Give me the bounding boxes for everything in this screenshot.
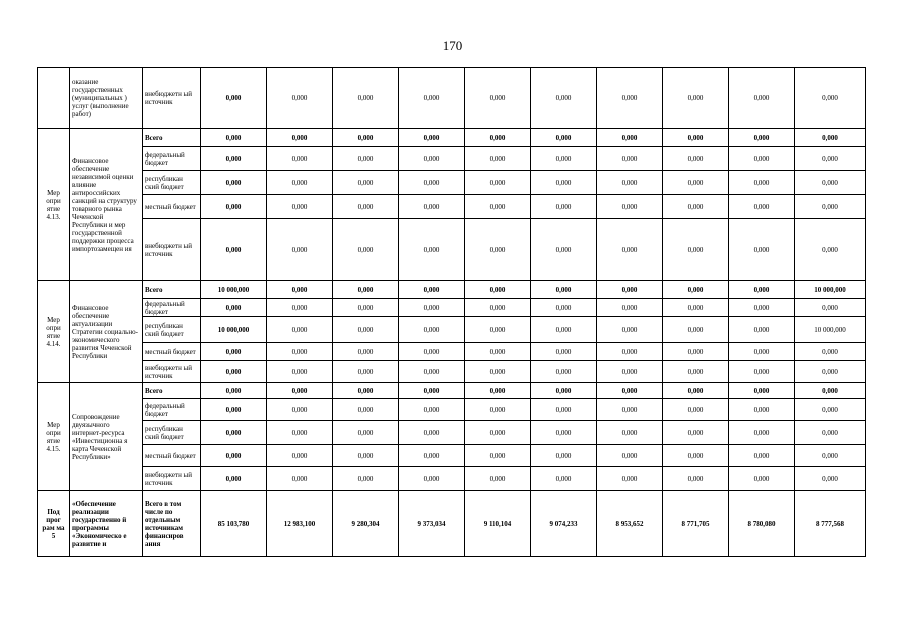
amount-cell: 0,000 bbox=[399, 299, 465, 317]
activity-name: оказание государственных (муниципальных ) услуг (выполнение работ) bbox=[70, 68, 143, 129]
amount-cell: 0,000 bbox=[663, 343, 729, 361]
table-row bbox=[38, 491, 866, 557]
amount-cell: 0,000 bbox=[399, 281, 465, 299]
amount-cell: 0,000 bbox=[531, 195, 597, 219]
amount-cell: 0,000 bbox=[795, 467, 866, 491]
amount-cell: 0,000 bbox=[267, 195, 333, 219]
amount-cell: 0,000 bbox=[597, 171, 663, 195]
funding-source: Всего bbox=[143, 383, 201, 399]
amount-cell: 0,000 bbox=[201, 219, 267, 281]
amount-cell: 0,000 bbox=[333, 281, 399, 299]
amount-cell: 0,000 bbox=[399, 399, 465, 421]
table-row bbox=[38, 467, 866, 491]
amount-cell: 0,000 bbox=[795, 147, 866, 171]
amount-cell: 0,000 bbox=[333, 129, 399, 147]
amount-cell: 0,000 bbox=[201, 399, 267, 421]
amount-cell: 9 373,034 bbox=[399, 491, 465, 557]
amount-cell: 0,000 bbox=[399, 195, 465, 219]
funding-source: местный бюджет bbox=[143, 195, 201, 219]
amount-cell: 0,000 bbox=[465, 281, 531, 299]
amount-cell: 0,000 bbox=[201, 383, 267, 399]
amount-cell: 9 110,104 bbox=[465, 491, 531, 557]
amount-cell: 0,000 bbox=[399, 219, 465, 281]
amount-cell: 0,000 bbox=[465, 147, 531, 171]
table-row bbox=[38, 219, 866, 281]
amount-cell: 0,000 bbox=[201, 361, 267, 383]
amount-cell: 0,000 bbox=[399, 171, 465, 195]
amount-cell: 0,000 bbox=[399, 129, 465, 147]
amount-cell: 0,000 bbox=[597, 421, 663, 445]
amount-cell: 0,000 bbox=[465, 421, 531, 445]
amount-cell: 0,000 bbox=[729, 361, 795, 383]
amount-cell: 0,000 bbox=[729, 383, 795, 399]
amount-cell: 0,000 bbox=[465, 299, 531, 317]
amount-cell: 0,000 bbox=[267, 445, 333, 467]
amount-cell: 0,000 bbox=[663, 195, 729, 219]
amount-cell: 0,000 bbox=[267, 399, 333, 421]
amount-cell: 0,000 bbox=[201, 421, 267, 445]
amount-cell: 10 000,000 bbox=[795, 281, 866, 299]
amount-cell: 0,000 bbox=[399, 421, 465, 445]
amount-cell: 0,000 bbox=[333, 361, 399, 383]
amount-cell: 0,000 bbox=[531, 299, 597, 317]
table-row bbox=[38, 399, 866, 421]
amount-cell: 0,000 bbox=[465, 399, 531, 421]
amount-cell: 0,000 bbox=[333, 68, 399, 129]
amount-cell: 0,000 bbox=[663, 445, 729, 467]
amount-cell: 0,000 bbox=[663, 399, 729, 421]
amount-cell: 0,000 bbox=[663, 147, 729, 171]
funding-source: внебюджетн ый источник bbox=[143, 219, 201, 281]
amount-cell: 0,000 bbox=[597, 399, 663, 421]
activity-name: Финансовое обеспечение независимой оценки влияние антироссийских санкций на структуру товарного рынка Чеченской Республики и мер государственной поддержки процесса импортозамещен ия bbox=[70, 129, 143, 281]
amount-cell: 0,000 bbox=[795, 383, 866, 399]
amount-cell: 0,000 bbox=[729, 467, 795, 491]
activity-code: Мер опри ятие 4.15. bbox=[38, 383, 70, 491]
amount-cell: 8 953,652 bbox=[597, 491, 663, 557]
amount-cell: 0,000 bbox=[795, 361, 866, 383]
amount-cell: 0,000 bbox=[267, 361, 333, 383]
amount-cell: 0,000 bbox=[729, 68, 795, 129]
amount-cell: 0,000 bbox=[333, 343, 399, 361]
table-row bbox=[38, 343, 866, 361]
amount-cell: 0,000 bbox=[465, 317, 531, 343]
activity-code: Мер опри ятие 4.14. bbox=[38, 281, 70, 383]
amount-cell: 0,000 bbox=[201, 195, 267, 219]
table-row bbox=[38, 421, 866, 445]
funding-source: внебюджетн ый источник bbox=[143, 361, 201, 383]
amount-cell: 0,000 bbox=[729, 147, 795, 171]
funding-source: федеральный бюджет bbox=[143, 399, 201, 421]
activity-code: Под прог рам ма 5 bbox=[38, 491, 70, 557]
amount-cell: 0,000 bbox=[465, 129, 531, 147]
amount-cell: 0,000 bbox=[465, 467, 531, 491]
amount-cell: 0,000 bbox=[597, 445, 663, 467]
amount-cell: 0,000 bbox=[663, 317, 729, 343]
amount-cell: 0,000 bbox=[795, 171, 866, 195]
amount-cell: 0,000 bbox=[531, 281, 597, 299]
amount-cell: 0,000 bbox=[597, 219, 663, 281]
amount-cell: 0,000 bbox=[663, 129, 729, 147]
amount-cell: 0,000 bbox=[399, 317, 465, 343]
amount-cell: 0,000 bbox=[531, 399, 597, 421]
amount-cell: 10 000,000 bbox=[201, 281, 267, 299]
activity-name: Сопровождение двуязычного интернет-ресурса «Инвестиционна я карта Чеченской Республики» bbox=[70, 383, 143, 491]
amount-cell: 0,000 bbox=[531, 171, 597, 195]
amount-cell: 0,000 bbox=[531, 129, 597, 147]
activity-name: Финансовое обеспечение актуализации Стратегии социально-экономического развития Чеченской Республики bbox=[70, 281, 143, 383]
amount-cell: 0,000 bbox=[531, 445, 597, 467]
amount-cell: 0,000 bbox=[399, 467, 465, 491]
amount-cell: 0,000 bbox=[201, 129, 267, 147]
amount-cell: 0,000 bbox=[531, 361, 597, 383]
amount-cell: 0,000 bbox=[663, 467, 729, 491]
table-row bbox=[38, 68, 866, 129]
amount-cell: 0,000 bbox=[663, 421, 729, 445]
amount-cell: 0,000 bbox=[597, 129, 663, 147]
amount-cell: 0,000 bbox=[465, 383, 531, 399]
table-row bbox=[38, 299, 866, 317]
amount-cell: 0,000 bbox=[465, 171, 531, 195]
amount-cell: 0,000 bbox=[729, 317, 795, 343]
amount-cell: 85 103,780 bbox=[201, 491, 267, 557]
amount-cell: 9 280,304 bbox=[333, 491, 399, 557]
amount-cell: 0,000 bbox=[465, 68, 531, 129]
amount-cell: 0,000 bbox=[729, 171, 795, 195]
amount-cell: 0,000 bbox=[795, 129, 866, 147]
amount-cell: 0,000 bbox=[267, 299, 333, 317]
table-row bbox=[38, 383, 866, 399]
funding-source: федеральный бюджет bbox=[143, 299, 201, 317]
amount-cell: 0,000 bbox=[795, 421, 866, 445]
amount-cell: 0,000 bbox=[663, 219, 729, 281]
amount-cell: 0,000 bbox=[531, 317, 597, 343]
amount-cell: 0,000 bbox=[333, 317, 399, 343]
amount-cell: 0,000 bbox=[399, 361, 465, 383]
amount-cell: 0,000 bbox=[201, 299, 267, 317]
amount-cell: 0,000 bbox=[597, 68, 663, 129]
amount-cell: 0,000 bbox=[795, 68, 866, 129]
amount-cell: 0,000 bbox=[531, 219, 597, 281]
budget-table bbox=[37, 67, 866, 557]
amount-cell: 8 777,568 bbox=[795, 491, 866, 557]
amount-cell: 0,000 bbox=[729, 445, 795, 467]
amount-cell: 0,000 bbox=[399, 68, 465, 129]
amount-cell: 8 780,080 bbox=[729, 491, 795, 557]
amount-cell: 0,000 bbox=[399, 445, 465, 467]
funding-source: республикан ский бюджет bbox=[143, 421, 201, 445]
amount-cell: 0,000 bbox=[201, 171, 267, 195]
amount-cell: 0,000 bbox=[531, 421, 597, 445]
amount-cell: 10 000,000 bbox=[201, 317, 267, 343]
amount-cell: 0,000 bbox=[597, 383, 663, 399]
amount-cell: 0,000 bbox=[663, 299, 729, 317]
amount-cell: 0,000 bbox=[663, 171, 729, 195]
amount-cell: 0,000 bbox=[729, 343, 795, 361]
amount-cell: 0,000 bbox=[333, 299, 399, 317]
funding-source: республикан ский бюджет bbox=[143, 171, 201, 195]
table-row bbox=[38, 317, 866, 343]
amount-cell: 0,000 bbox=[729, 129, 795, 147]
amount-cell: 0,000 bbox=[531, 383, 597, 399]
amount-cell: 0,000 bbox=[333, 383, 399, 399]
amount-cell: 0,000 bbox=[597, 195, 663, 219]
amount-cell: 0,000 bbox=[465, 195, 531, 219]
amount-cell: 0,000 bbox=[201, 445, 267, 467]
amount-cell: 0,000 bbox=[267, 171, 333, 195]
table-row bbox=[38, 445, 866, 467]
amount-cell: 0,000 bbox=[333, 195, 399, 219]
amount-cell: 0,000 bbox=[333, 147, 399, 171]
amount-cell: 0,000 bbox=[531, 467, 597, 491]
amount-cell: 0,000 bbox=[267, 129, 333, 147]
funding-source: Всего в том числе по отдельным источникам финансиров ания bbox=[143, 491, 201, 557]
amount-cell: 0,000 bbox=[531, 147, 597, 171]
amount-cell: 0,000 bbox=[399, 383, 465, 399]
table-row bbox=[38, 281, 866, 299]
amount-cell: 0,000 bbox=[201, 467, 267, 491]
page-number: 170 bbox=[442, 38, 463, 53]
amount-cell: 0,000 bbox=[597, 299, 663, 317]
amount-cell: 0,000 bbox=[333, 399, 399, 421]
amount-cell: 12 983,100 bbox=[267, 491, 333, 557]
amount-cell: 0,000 bbox=[795, 195, 866, 219]
amount-cell: 8 771,705 bbox=[663, 491, 729, 557]
amount-cell: 0,000 bbox=[795, 299, 866, 317]
amount-cell: 0,000 bbox=[663, 68, 729, 129]
amount-cell: 0,000 bbox=[201, 147, 267, 171]
funding-source: местный бюджет bbox=[143, 445, 201, 467]
amount-cell: 0,000 bbox=[267, 281, 333, 299]
amount-cell: 0,000 bbox=[597, 147, 663, 171]
funding-source: местный бюджет bbox=[143, 343, 201, 361]
table-row bbox=[38, 195, 866, 219]
amount-cell: 0,000 bbox=[663, 281, 729, 299]
amount-cell: 0,000 bbox=[201, 68, 267, 129]
amount-cell: 0,000 bbox=[267, 343, 333, 361]
activity-code bbox=[38, 68, 70, 129]
funding-source: внебюджетн ый источник bbox=[143, 467, 201, 491]
amount-cell: 0,000 bbox=[729, 299, 795, 317]
amount-cell: 0,000 bbox=[795, 399, 866, 421]
amount-cell: 0,000 bbox=[465, 445, 531, 467]
amount-cell: 0,000 bbox=[333, 219, 399, 281]
amount-cell: 0,000 bbox=[531, 68, 597, 129]
funding-source: Всего bbox=[143, 281, 201, 299]
amount-cell: 0,000 bbox=[333, 467, 399, 491]
amount-cell: 0,000 bbox=[597, 361, 663, 383]
amount-cell: 0,000 bbox=[267, 317, 333, 343]
amount-cell: 0,000 bbox=[465, 219, 531, 281]
funding-source: республикан ский бюджет bbox=[143, 317, 201, 343]
amount-cell: 9 074,233 bbox=[531, 491, 597, 557]
amount-cell: 0,000 bbox=[465, 343, 531, 361]
funding-source: Всего bbox=[143, 129, 201, 147]
amount-cell: 0,000 bbox=[267, 467, 333, 491]
amount-cell: 0,000 bbox=[729, 219, 795, 281]
amount-cell: 10 000,000 bbox=[795, 317, 866, 343]
amount-cell: 0,000 bbox=[795, 219, 866, 281]
amount-cell: 0,000 bbox=[267, 147, 333, 171]
amount-cell: 0,000 bbox=[333, 445, 399, 467]
amount-cell: 0,000 bbox=[597, 317, 663, 343]
table-row bbox=[38, 171, 866, 195]
table-row bbox=[38, 361, 866, 383]
amount-cell: 0,000 bbox=[729, 195, 795, 219]
amount-cell: 0,000 bbox=[597, 467, 663, 491]
amount-cell: 0,000 bbox=[663, 361, 729, 383]
amount-cell: 0,000 bbox=[795, 445, 866, 467]
amount-cell: 0,000 bbox=[663, 383, 729, 399]
amount-cell: 0,000 bbox=[267, 383, 333, 399]
amount-cell: 0,000 bbox=[597, 281, 663, 299]
amount-cell: 0,000 bbox=[399, 343, 465, 361]
activity-name: «Обеспечение реализации государственно й программы «Экономическо е развитие и bbox=[70, 491, 143, 557]
amount-cell: 0,000 bbox=[531, 343, 597, 361]
amount-cell: 0,000 bbox=[795, 343, 866, 361]
amount-cell: 0,000 bbox=[399, 147, 465, 171]
amount-cell: 0,000 bbox=[267, 68, 333, 129]
funding-source: внебюджетн ый источник bbox=[143, 68, 201, 129]
table-row bbox=[38, 147, 866, 171]
amount-cell: 0,000 bbox=[267, 421, 333, 445]
funding-source: федеральный бюджет bbox=[143, 147, 201, 171]
amount-cell: 0,000 bbox=[729, 421, 795, 445]
activity-code: Мер опри ятие 4.13. bbox=[38, 129, 70, 281]
table-row bbox=[38, 129, 866, 147]
amount-cell: 0,000 bbox=[333, 421, 399, 445]
amount-cell: 0,000 bbox=[267, 219, 333, 281]
amount-cell: 0,000 bbox=[333, 171, 399, 195]
amount-cell: 0,000 bbox=[729, 281, 795, 299]
amount-cell: 0,000 bbox=[597, 343, 663, 361]
amount-cell: 0,000 bbox=[201, 343, 267, 361]
amount-cell: 0,000 bbox=[465, 361, 531, 383]
amount-cell: 0,000 bbox=[729, 399, 795, 421]
